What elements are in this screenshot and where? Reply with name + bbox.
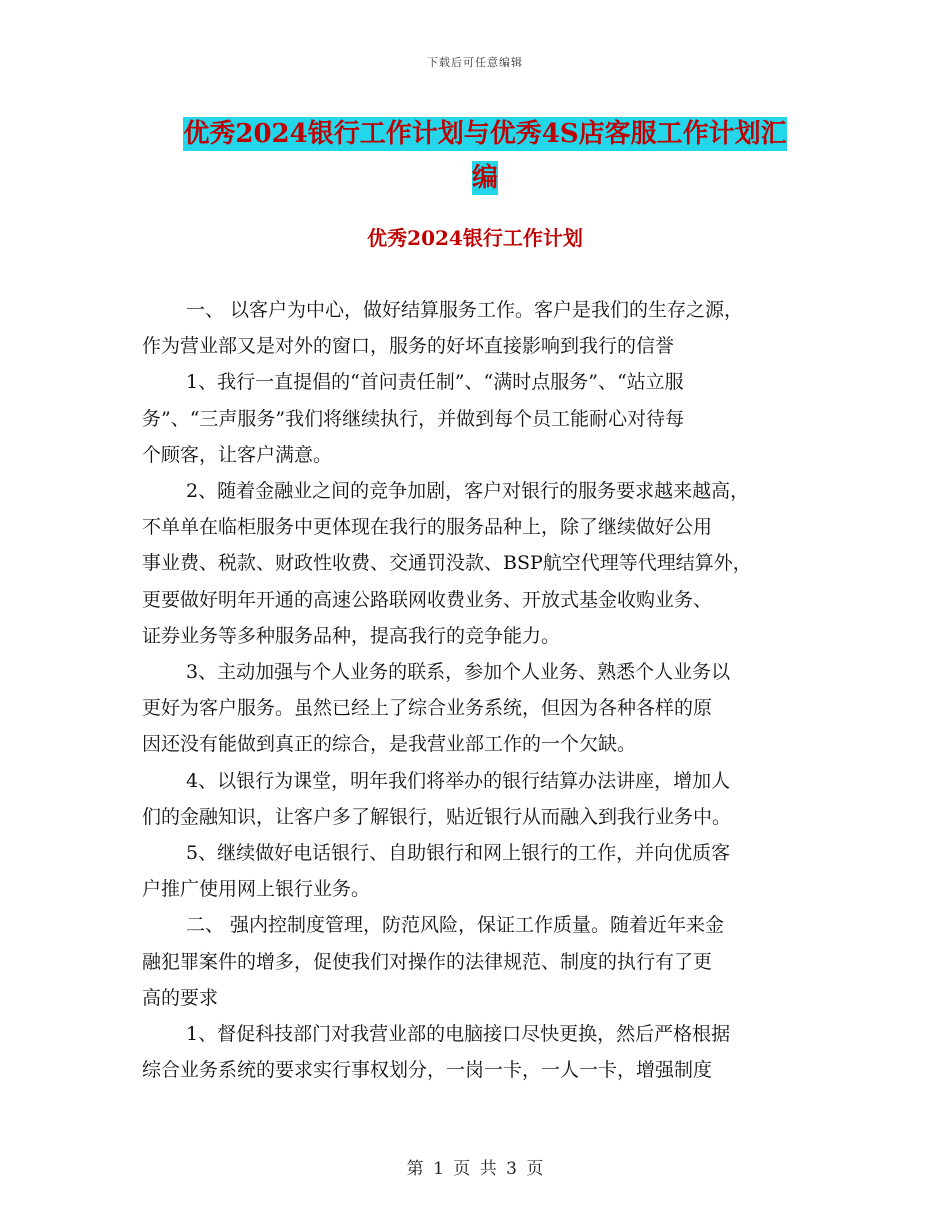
paragraph-line: 5、继续做好电话银行、自助银行和网上银行的工作，并向优质客 (186, 842, 731, 865)
paragraph-line: 融犯罪案件的增多，促使我们对操作的法律规范、制度的执行有了更 (142, 950, 713, 973)
paragraph-line: 户推广使用网上银行业务。 (142, 878, 371, 901)
paragraph-line: 3、主动加强与个人业务的联系，参加个人业务、熟悉个人业务以 (186, 661, 731, 684)
paragraph-line: 2、随着金融业之间的竞争加剧，客户对银行的服务要求越来越高， (186, 480, 750, 503)
paragraph-line: 更要做好明年开通的高速公路联网收费业务、开放式基金收购业务、 (142, 588, 713, 611)
paragraph-line: 1、督促科技部门对我营业部的电脑接口尽快更换，然后严格根据 (186, 1023, 731, 1046)
header-note: 下载后可任意编辑 (427, 56, 523, 69)
paragraph-line: 一、 以客户为中心，做好结算服务工作。客户是我们的生存之源， (186, 299, 744, 321)
paragraph-line: 们的金融知识，让客户多了解银行，贴近银行从而融入到我行业务中。 (142, 805, 732, 828)
section-title: 优秀2024银行工作计划 (367, 226, 583, 250)
body-text (142, 292, 812, 1088)
paragraph-line: 个顾客，让客户满意。 (142, 443, 333, 466)
document-title (140, 112, 830, 200)
paragraph-line: 事业费、税款、财政性收费、交通罚没款、BSP航空代理等代理结算外， (142, 552, 752, 575)
paragraph-line: 因还没有能做到真正的综合，是我营业部工作的一个欠缺。 (142, 733, 637, 756)
paragraph-line: 务”、“三声服务”我们将继续执行，并做到每个员工能耐心对待每 (142, 407, 685, 430)
paragraph-line: 高的要求 (142, 986, 219, 1009)
page-footer: 第 1 页 共 3 页 (406, 1159, 544, 1179)
paragraph-line: 综合业务系统的要求实行事权划分，一岗一卡，一人一卡，增强制度 (142, 1059, 713, 1082)
paragraph-line: 1、我行一直提倡的“首问责任制”、“满时点服务”、“站立服 (186, 371, 684, 394)
paragraph-line: 更好为客户服务。虽然已经上了综合业务系统，但因为各种各样的原 (142, 697, 713, 720)
document-title-line1: 优秀2024银行工作计划与优秀4S店客服工作计划汇 (183, 119, 787, 149)
paragraph-line: 作为营业部又是对外的窗口，服务的好坏直接影响到我行的信誉 (142, 335, 675, 358)
paragraph-line: 4、以银行为课堂，明年我们将举办的银行结算办法讲座，增加人 (186, 769, 731, 792)
paragraph-line: 二、 强内控制度管理，防范风险，保证工作质量。随着近年来金 (186, 914, 725, 937)
paragraph-line: 不单单在临柜服务中更体现在我行的服务品种上，除了继续做好公用 (142, 516, 713, 539)
document-title-line2: 编 (471, 163, 498, 193)
paragraph-line: 证券业务等多种服务品种，提高我行的竞争能力。 (142, 624, 561, 647)
